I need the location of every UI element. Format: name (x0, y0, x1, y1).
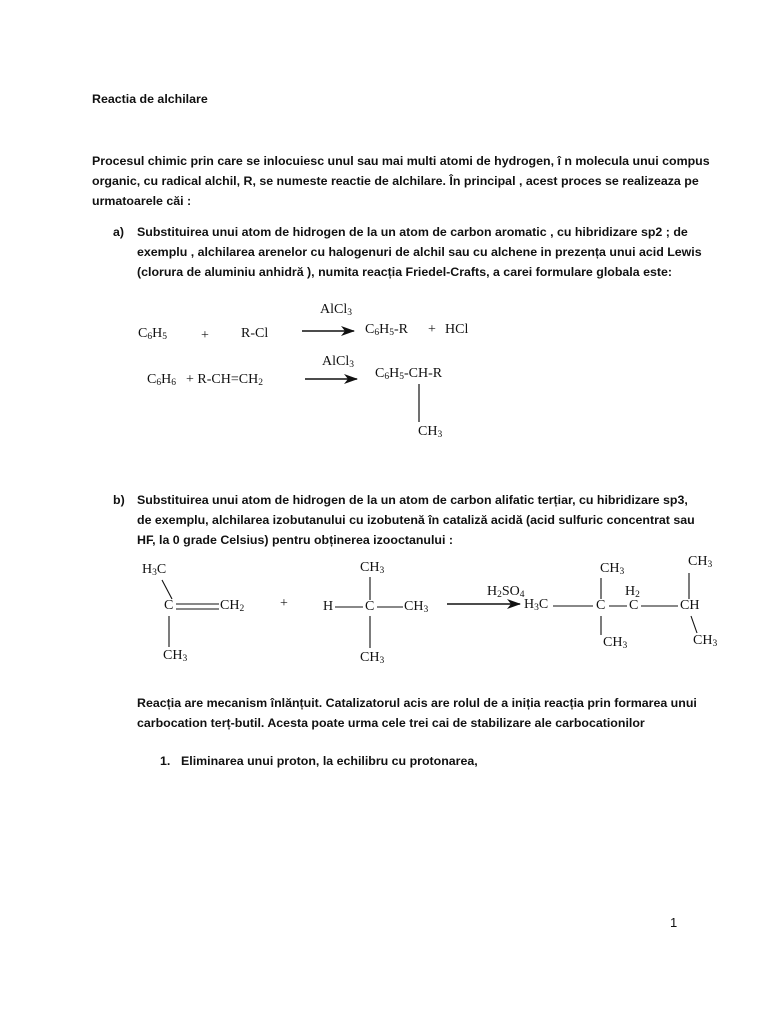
isobutene-center: C (164, 598, 174, 613)
item-a-line-1: Substituirea unui atom de hidrogen de la un atom de carbon aromatic , cu hibridizare sp2 ; de (137, 225, 688, 239)
intro-line-3: urmatoarele căi : (92, 194, 192, 208)
item-a-line-2: exemplu , alchilarea arenelor cu halogenuri de alchil sau cu alchene in prezența unui acid Lewis (137, 245, 702, 259)
isobutene-top-bond (162, 580, 172, 599)
item-b-line-2: de exemplu, alchilarea izobutanului cu izobutenă în cataliză acidă (acid sulfuric concentrat sau (137, 513, 695, 527)
isooctane-c1-bottom: $CH_3$ (603, 635, 628, 651)
reaction-2-reactant-1: $C_6H_6$ (147, 372, 176, 388)
reaction-2-reactant-2: + $R-CH=CH_2$ (186, 372, 263, 388)
reaction-2-product: $C_6H_5-CH-R$ (375, 366, 443, 382)
isooctane-c3-bottom-bond (691, 616, 697, 633)
reaction-1-reactant-2: R-Cl (241, 326, 269, 341)
reaction-1-product: $C_6H_5-R$ (365, 322, 408, 338)
reaction-3-plus: + (280, 596, 288, 611)
isooctane-c3-bottom: $CH_3$ (693, 633, 718, 649)
isobutene-top: $H_3C$ (142, 562, 167, 578)
reaction-2-branch: $CH_3$ (418, 424, 443, 440)
step-1-number: 1. (160, 754, 171, 768)
isobutene-bottom: $CH_3$ (163, 648, 188, 664)
isooctane-c1-top: $CH_3$ (600, 561, 625, 577)
item-b-line-1: Substituirea unui atom de hidrogen de la un atom de carbon alifatic terțiar, cu hibridizare sp3, (137, 493, 688, 507)
reaction-1-plus-2: + (428, 322, 436, 337)
reaction-3-catalyst: $H_2SO_4$ (487, 584, 525, 600)
item-a-line-3: (clorura de aluminiu anhidră ), numita reacția Friedel-Crafts, a carei formulare globala este: (137, 265, 673, 279)
reaction-1-plus: + (201, 328, 209, 343)
isobutane-top: $CH_3$ (360, 560, 385, 576)
mechanism-line-2: carbocation terț-butil. Acesta poate urma cele trei cai de stabilizare ale carbocationilor (137, 716, 645, 730)
reaction-1-catalyst: AlCl$_3$ (320, 302, 352, 318)
reaction-1-byproduct: HCl (445, 322, 469, 337)
isooctane-c2: C (629, 598, 639, 613)
reaction-1-reactant-1: $C_6H_5$ (138, 326, 167, 342)
page-number: 1 (670, 915, 678, 930)
intro-line-2: organic, cu radical alchil, R, se numeste reactie de alchilare. În principal , acest proces se realizeaza pe (92, 174, 699, 188)
item-a-marker: a) (113, 225, 125, 239)
isooctane-left: $H_3C$ (524, 597, 549, 613)
mechanism-line-1: Reacția are mecanism înlănțuit. Catalizatorul acis are rolul de a iniția reacția prin formarea unui (137, 696, 697, 710)
isooctane-c2-top: $H_2$ (625, 584, 640, 600)
isobutane-center: C (365, 599, 375, 614)
item-b-line-3: HF, la 0 grade Celsius) pentru obținerea izooctanului : (137, 533, 454, 547)
isooctane-c3: CH (680, 598, 700, 613)
isobutene-right: $CH_2$ (220, 598, 245, 614)
isobutane-bottom: $CH_3$ (360, 650, 385, 666)
step-1-text: Eliminarea unui proton, la echilibru cu protonarea, (181, 754, 478, 768)
isooctane-c1: C (596, 598, 606, 613)
item-b-marker: b) (113, 493, 125, 507)
isobutane-right: $CH_3$ (404, 599, 429, 615)
isobutane-left: H (323, 599, 334, 614)
reaction-2-catalyst: AlCl$_3$ (322, 354, 354, 370)
intro-line-1: Procesul chimic prin care se inlocuiesc unul sau mai multi atomi de hydrogen, î n molecula unui compus (92, 154, 710, 168)
page-title: Reactia de alchilare (92, 92, 208, 106)
isooctane-c3-top: $CH_3$ (688, 554, 713, 570)
